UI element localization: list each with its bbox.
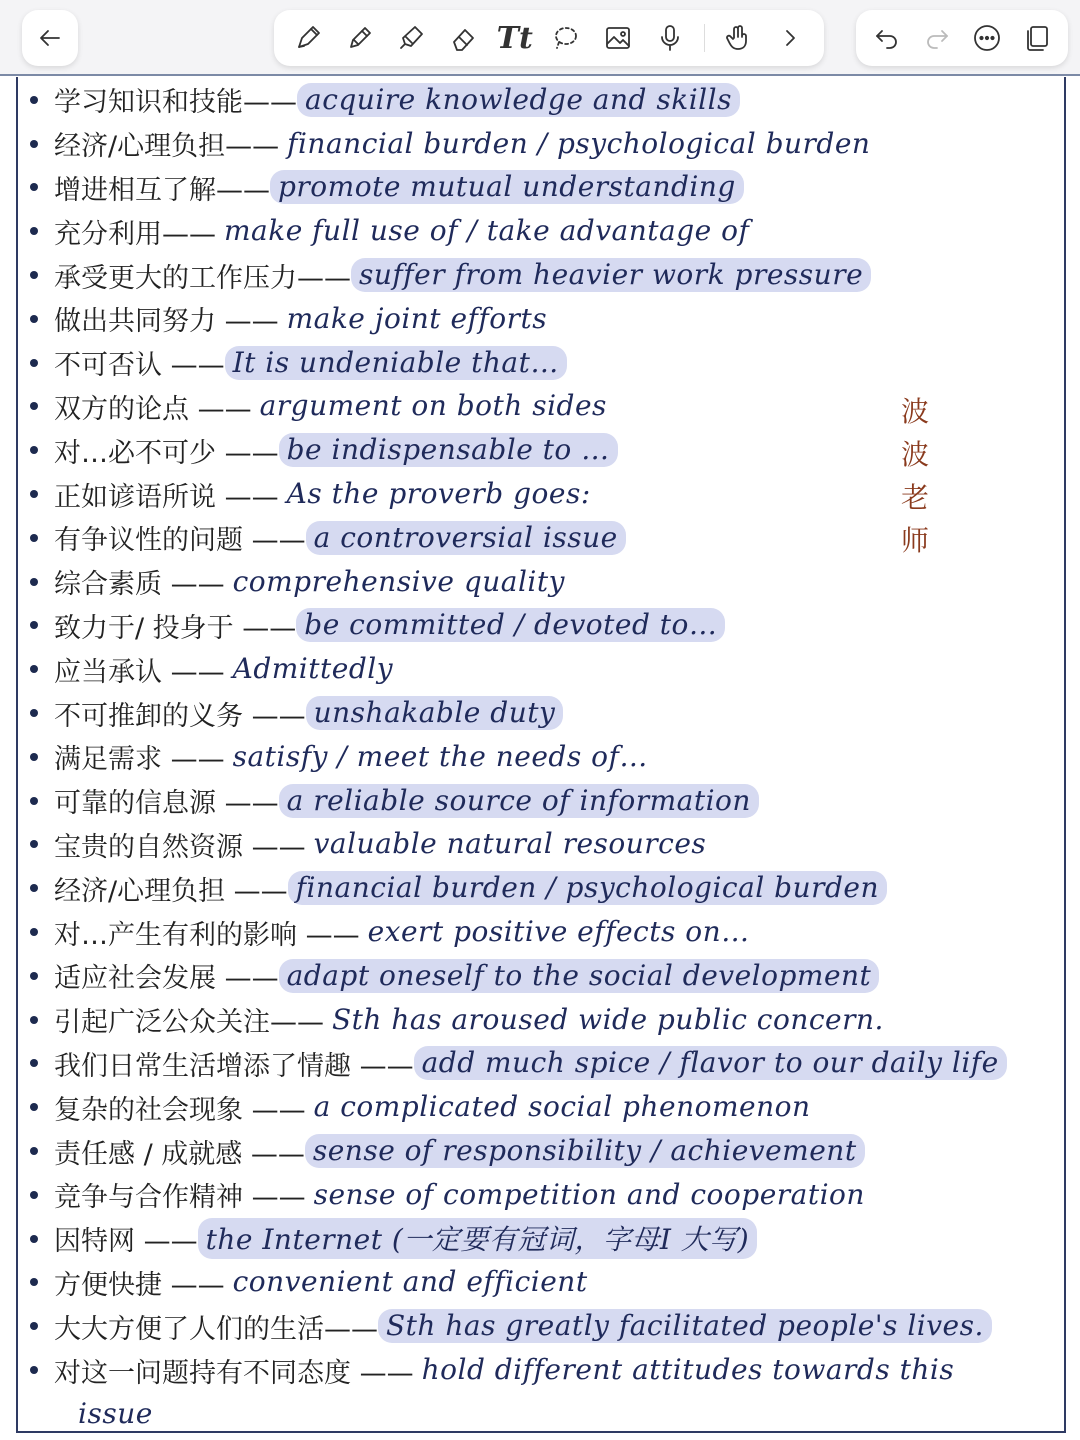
signature-char: 波	[900, 395, 929, 428]
highlighted-english-phrase: suffer from heavier work pressure	[351, 258, 871, 292]
chinese-phrase: 因特网 ——	[54, 1226, 198, 1258]
highlighted-english-phrase: a controversial issue	[306, 521, 626, 555]
lasso-icon[interactable]	[548, 20, 584, 56]
chinese-phrase: 复杂的社会现象 ——	[54, 1094, 306, 1126]
bullet-icon	[30, 753, 38, 761]
bullet-icon	[30, 402, 38, 410]
signature-char: 师	[900, 524, 929, 557]
bullet-icon	[30, 1147, 38, 1155]
image-icon[interactable]	[600, 20, 636, 56]
list-item	[30, 1348, 1070, 1392]
bullet-icon	[30, 1191, 38, 1199]
hand-touch-icon[interactable]	[720, 20, 756, 56]
highlighted-english-phrase: It is undeniable that…	[225, 346, 567, 380]
chinese-phrase: 适应社会发展 ——	[54, 963, 279, 995]
chinese-phrase: 宝贵的自然资源 ——	[54, 831, 306, 863]
back-button[interactable]	[22, 10, 78, 66]
list-item	[30, 1042, 1070, 1086]
bullet-icon	[30, 797, 38, 805]
highlighted-english-phrase: add much spice / flavor to our daily life	[414, 1046, 1007, 1080]
bullet-icon	[30, 1278, 38, 1286]
chinese-phrase: 正如谚语所说 ——	[54, 481, 279, 513]
highlighted-english-phrase: a reliable source of information	[279, 784, 759, 818]
list-item	[30, 735, 1070, 779]
bullet-icon	[30, 534, 38, 542]
english-phrase: a complicated social phenomenon	[313, 1090, 811, 1124]
bullet-icon	[30, 183, 38, 191]
bullet-icon	[30, 227, 38, 235]
bullet-icon	[30, 972, 38, 980]
more-icon[interactable]	[969, 20, 1005, 56]
list-item	[30, 1217, 1070, 1261]
redo-icon[interactable]	[919, 20, 955, 56]
list-item	[30, 297, 1070, 341]
chinese-phrase: 经济/心理负担 ——	[54, 875, 288, 907]
chinese-phrase: 对这一问题持有不同态度 ——	[54, 1357, 414, 1389]
highlighted-english-phrase: Sth has greatly facilitated people's lives.	[378, 1309, 992, 1343]
highlighted-english-phrase: be indispensable to …	[279, 433, 618, 467]
chinese-phrase: 对…必不可少 ——	[54, 437, 279, 469]
author-signature	[898, 390, 932, 562]
list-item	[30, 954, 1070, 998]
eraser-icon[interactable]	[445, 20, 481, 56]
list-item	[30, 341, 1070, 385]
pen-icon[interactable]	[290, 20, 326, 56]
arrow-left-icon	[32, 20, 68, 56]
chinese-phrase: 承受更大的工作压力——	[54, 262, 351, 294]
chinese-phrase: 满足需求 ——	[54, 744, 225, 776]
english-phrase: sense of competition and cooperation	[313, 1177, 865, 1211]
bullet-icon	[30, 1016, 38, 1024]
list-item	[30, 998, 1070, 1042]
english-phrase: hold different attitudes towards this	[421, 1353, 955, 1386]
bullet-icon	[30, 1103, 38, 1111]
english-phrase: convenient and efficient	[232, 1265, 588, 1299]
list-item	[30, 604, 1070, 648]
list-item	[30, 647, 1070, 691]
list-item	[30, 866, 1070, 910]
highlighted-english-phrase: adapt oneself to the social development	[279, 959, 880, 993]
bullet-icon	[30, 446, 38, 454]
bullet-icon	[30, 884, 38, 892]
toolbar-divider	[704, 24, 705, 52]
bullet-icon	[30, 359, 38, 367]
chinese-phrase: 综合素质 ——	[54, 569, 225, 601]
list-item	[30, 1173, 1070, 1217]
english-phrase: issue	[78, 1396, 153, 1430]
bullet-icon	[30, 490, 38, 498]
english-phrase: exert positive effects on…	[367, 915, 750, 949]
english-phrase: As the proverb goes:	[286, 477, 591, 511]
text-tool-icon[interactable]: Tt	[496, 20, 533, 56]
chinese-phrase: 大大方便了人们的生活——	[54, 1313, 378, 1345]
english-phrase: argument on both sides	[259, 389, 607, 423]
highlighted-english-phrase: the Internet (一定要有冠词，字母I 大写)	[198, 1218, 758, 1259]
tool-palette	[274, 10, 824, 66]
english-phrase: Admittedly	[232, 652, 394, 686]
list-item	[30, 779, 1070, 823]
chinese-phrase: 责任感 / 成就感 ——	[54, 1138, 305, 1170]
chinese-phrase: 双方的论点 ——	[54, 393, 252, 425]
chinese-phrase: 引起广泛公众关注——	[54, 1007, 324, 1039]
chinese-phrase: 应当承认 ——	[54, 656, 225, 688]
bullet-icon	[30, 1366, 38, 1374]
action-bar	[856, 10, 1068, 66]
highlighted-english-phrase: acquire knowledge and skills	[297, 83, 740, 117]
list-item	[30, 1304, 1070, 1348]
chinese-phrase: 不可推卸的义务 ——	[54, 700, 306, 732]
microphone-icon[interactable]	[652, 20, 688, 56]
chinese-phrase: 学习知识和技能——	[54, 87, 297, 119]
chevron-right-icon[interactable]	[772, 20, 808, 56]
chinese-phrase: 方便快捷 ——	[54, 1269, 225, 1301]
english-phrase: satisfy / meet the needs of…	[232, 739, 648, 773]
list-item	[30, 560, 1070, 604]
list-item	[30, 166, 1070, 210]
chinese-phrase: 不可否认 ——	[54, 350, 225, 382]
bullet-icon	[30, 840, 38, 848]
bullet-icon	[30, 140, 38, 148]
chinese-phrase: 充分利用——	[54, 218, 216, 250]
bullet-icon	[30, 1322, 38, 1330]
list-item	[30, 691, 1070, 735]
highlighted-english-phrase: be committed / devoted to…	[296, 608, 725, 642]
pages-icon[interactable]	[1019, 20, 1055, 56]
highlighter-icon[interactable]	[393, 20, 429, 56]
list-item	[30, 1261, 1070, 1305]
bullet-icon	[30, 1235, 38, 1243]
english-phrase: make full use of / take advantage of	[224, 214, 750, 248]
bullet-icon	[30, 709, 38, 717]
bullet-icon	[30, 271, 38, 279]
highlighted-english-phrase: unshakable duty	[306, 696, 564, 730]
vocabulary-list	[30, 78, 1070, 1436]
chinese-phrase: 我们日常生活增添了情趣 ——	[54, 1050, 414, 1082]
list-item	[30, 823, 1070, 867]
bullet-icon	[30, 315, 38, 323]
chinese-phrase: 经济/心理负担——	[54, 131, 280, 163]
english-phrase: financial burden / psychological burden	[287, 126, 871, 160]
list-item	[30, 78, 1070, 122]
bullet-icon	[30, 665, 38, 673]
chinese-phrase: 对…产生有利的影响 ——	[54, 919, 360, 951]
bullet-icon	[30, 578, 38, 586]
chinese-phrase: 竞争与合作精神 ——	[54, 1182, 306, 1214]
english-phrase: Sth has aroused wide public concern.	[332, 1002, 884, 1036]
highlighted-english-phrase: sense of responsibility / achievement	[305, 1134, 865, 1168]
chinese-phrase: 做出共同努力 ——	[54, 306, 279, 338]
list-item	[30, 1085, 1070, 1129]
undo-icon[interactable]	[869, 20, 905, 56]
english-phrase: make joint efforts	[286, 301, 548, 335]
english-phrase: comprehensive quality	[232, 564, 565, 598]
list-item-continuation	[30, 1392, 1070, 1436]
bullet-icon	[30, 96, 38, 104]
chinese-phrase: 致力于/ 投身于 ——	[54, 612, 297, 644]
bullet-icon	[30, 928, 38, 936]
list-item	[30, 253, 1070, 297]
list-item	[30, 910, 1070, 954]
list-item	[30, 209, 1070, 253]
signature-char: 老	[900, 481, 929, 514]
list-item	[30, 1129, 1070, 1173]
chinese-phrase: 有争议性的问题 ——	[54, 525, 306, 557]
highlighted-english-phrase: promote mutual understanding	[270, 170, 744, 204]
highlighted-english-phrase: financial burden / psychological burden	[288, 871, 887, 905]
english-phrase: valuable natural resources	[313, 827, 707, 861]
chinese-phrase: 增进相互了解——	[54, 174, 270, 206]
bullet-icon	[30, 1059, 38, 1067]
pencil-icon[interactable]	[342, 20, 378, 56]
chinese-phrase: 可靠的信息源 ——	[54, 788, 279, 820]
list-item	[30, 122, 1070, 166]
bullet-icon	[30, 621, 38, 629]
signature-char: 波	[900, 438, 929, 471]
